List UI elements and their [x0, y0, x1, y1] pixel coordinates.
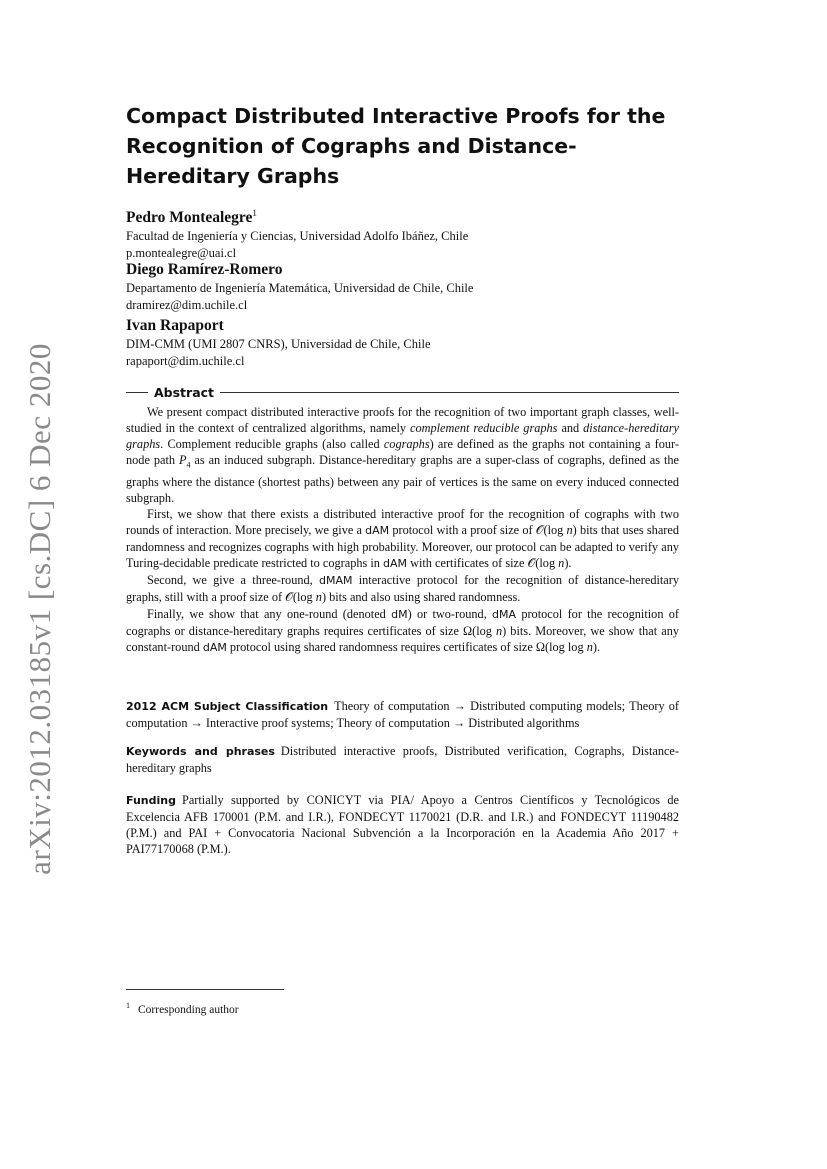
keywords [126, 743, 679, 776]
abstract-paragraph: Finally, we show that any one-round (denoted dM) or two-round, dMA protocol for the recognition of cographs or distance-hereditary graphs requires certificates of size Ω(log n) bits. Moreover, we show that any constant-round dAM protocol using shared randomness requires certificates of size Ω(log log n). [126, 606, 679, 654]
author-affiliation: DIM-CMM (UMI 2807 CNRS), Universidad de Chile, Chile [126, 337, 431, 351]
arxiv-sidebar-stamp [18, 343, 62, 875]
abstract-paragraph: Second, we give a three-round, dMAM interactive protocol for the recognition of distance-hereditary graphs, still with a proof size of 𝒪(log n) bits and also using shared randomness. [126, 573, 680, 605]
footnote [126, 998, 239, 1018]
keywords-label: Keywords and phrases [126, 745, 275, 758]
funding-label: Funding [126, 794, 176, 807]
author-name: Pedro Montealegre [126, 209, 253, 227]
abstract-heading [126, 382, 679, 402]
abstract-paragraph: First, we show that there exists a distributed interactive proof for the recognition of cographs with two rounds of interaction. More precisely, we give a dAM protocol with a proof size of 𝒪(log n) bits that uses shared randomness and recognizes cographs with high probability. Moreover, our protocol can be adapted to verify any Turing-decidable predicate restricted to cographs in dAM with certificates of size 𝒪(log n). [126, 507, 679, 571]
author-block [126, 203, 679, 261]
funding [126, 792, 679, 857]
author-email: rapaport@dim.uchile.cl [126, 353, 245, 368]
author-block [126, 260, 679, 313]
paper-title: Compact Distributed Interactive Proofs for the Recognition of Cographs and Distance-Hereditary Graphs [126, 104, 666, 188]
author-footnote-mark: 1 [252, 208, 257, 218]
heading-rule [220, 392, 679, 393]
abstract-label: Abstract [154, 384, 215, 400]
abstract-body [126, 404, 679, 656]
keywords-text: Distributed interactive proofs, Distributed verification, Cographs, Distance-hereditary graphs [126, 744, 679, 776]
author-email: p.montealegre@uai.cl [126, 245, 237, 260]
footnote-mark: 1 [126, 1001, 130, 1010]
author-email: dramirez@dim.uchile.cl [126, 297, 248, 312]
author-name: Ivan Rapaport [126, 317, 224, 334]
abstract-paragraph: We present compact distributed interactive proofs for the recognition of two important graph classes, well-studied in the context of centralized algorithms, namely complement reducible graphs and distance-hereditary graphs. Complement reducible graphs (also called cographs) are defined as the graphs not containing a four-node path $P_4$ as an induced subgraph. Distance-hereditary graphs are a super-class of cographs, defined as the graphs where the distance (shortest paths) between any pair of vertices is the same on every induced connected subgraph. [126, 405, 679, 505]
footnote-rule [126, 989, 284, 990]
arxiv-id: arXiv:2012.03185v1 [cs.DC] 6 Dec 2020 [22, 343, 58, 875]
author-name: Diego Ramírez-Romero [126, 261, 283, 278]
author-block [126, 316, 679, 369]
classification-label: 2012 ACM Subject Classification [126, 700, 329, 713]
acm-classification [126, 698, 679, 731]
author-affiliation: Facultad de Ingeniería y Ciencias, Universidad Adolfo Ibáñez, Chile [126, 229, 469, 244]
author-affiliation: Departamento de Ingeniería Matemática, Universidad de Chile, Chile [126, 281, 474, 295]
classification-text: Theory of computation → Distributed computing models; Theory of computation → Interactive proof systems; Theory of computation → Distributed algorithms [126, 699, 680, 731]
footnote-text: Corresponding author [138, 1003, 239, 1016]
heading-rule [126, 392, 148, 393]
funding-text: Partially supported by CONICYT via PIA/ Apoyo a Centros Científicos y Tecnológicos de Excelencia AFB 170001 (P.M. and I.R.), FONDECYT 1170021 (D.R. and I.R.) and FONDECYT 11190482 (P.M.) and PAI + Convocatoria Nacional Subvención a la Incorporación en la Academia Año 2017 + PAI77170068 (P.M.). [126, 793, 679, 857]
